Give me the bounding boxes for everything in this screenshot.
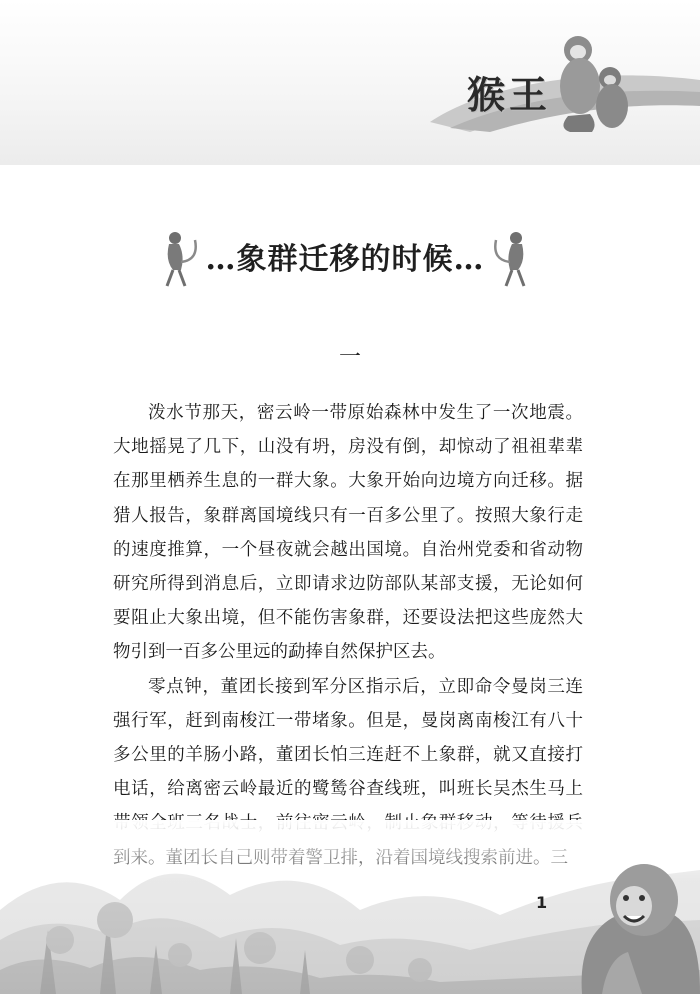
chapter-heading: [0, 222, 700, 292]
monkey-icon: [572, 848, 700, 994]
book-title: 猴王: [467, 73, 552, 117]
paragraph: 零点钟，董团长接到军分区指示后，立即命令曼岗三连强行军，赶到南梭江一带堵象。但是，曼岗离南梭江有八十多公里的羊肠小路，董团长怕三连赶不上象群，就又直接打电话，给离密云岭最近的鹭鸶谷查线班，叫班长吴杰生马上: [113, 676, 583, 800]
monkey-silhouette-icon: [490, 230, 536, 288]
monkey-pair-icon: [548, 28, 638, 133]
body-text: [113, 396, 583, 875]
page-number: 1: [536, 893, 548, 912]
paragraph: 泼水节那天，密云岭一带原始森林中发生了一次地震。大地摇晃了几下，山没有坍，房没有倒，却惊动了祖祖辈辈在那里栖养生息的一群大象。大象开始向边境方向迁移。据猎人报告，象群离国境线只有一百多公里了。按照大象行走的速度推算，一个昼夜就会越出国境。自治州党委和省动物研究所得到消息后，立即请求边防部队某部支援，无论如何要阻止大象出境，但不能伤害象群，还要设法把这些庞然大物引到一百多公里远的勐捧自然保护区去。: [113, 403, 583, 663]
chapter-title: …象群迁移的时候…: [205, 242, 485, 277]
section-number: 一: [338, 345, 361, 370]
